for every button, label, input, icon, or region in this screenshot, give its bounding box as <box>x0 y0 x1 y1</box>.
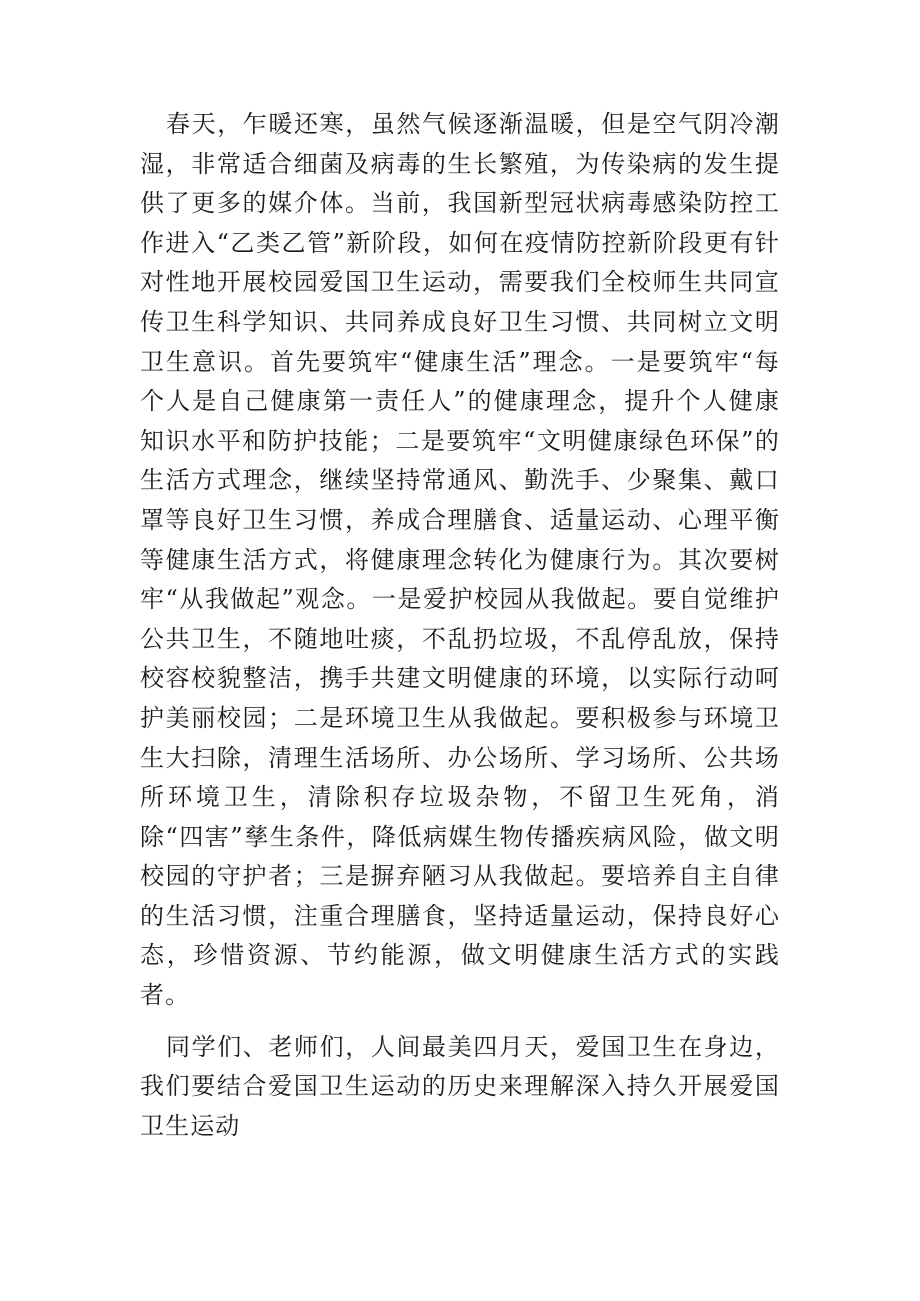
paragraph-2: 同学们、老师们，人间最美四月天，爱国卫生在身边，我们要结合爱国卫生运动的历史来理解深入持久开展爱国卫生运动 <box>140 1032 780 1140</box>
document-body <box>140 105 780 1146</box>
paragraph-1: 春天，乍暖还寒，虽然气候逐渐温暖，但是空气阴冷潮湿，非常适合细菌及病毒的生长繁殖，为传染病的发生提供了更多的媒介体。当前，我国新型冠状病毒感染防控工作进入“乙类乙管”新阶段，如何在疫情防控新阶段更有针对性地开展校园爱国卫生运动，需要我们全校师生共同宣传卫生科学知识、共同养成良好卫生习惯、共同树立文明卫生意识。首先要筑牢“健康生活”理念。一是要筑牢“每个人是自己健康第一责任人”的健康理念，提升个人健康知识水平和防护技能；二是要筑牢“文明健康绿色环保”的生活方式理念，继续坚持常通风、勤洗手、少聚集、戴口罩等良好卫生习惯，养成合理膳食、适量运动、心理平衡等健康生活方式，将健康理念转化为健康行为。其次要树牢“从我做起”观念。一是爱护校园从我做起。要自觉维护公共卫生，不随地吐痰，不乱扔垃圾，不乱停乱放，保持校容校貌整洁，携手共建文明健康的环境，以实际行动呵护美丽校园；二是环境卫生从我做起。要积极参与环境卫生大扫除，清理生活场所、办公场所、学习场所、公共场所环境卫生，清除积存垃圾杂物，不留卫生死角，消除“四害”孳生条件，降低病媒生物传播疾病风险，做文明校园的守护者；三是摒弃陋习从我做起。要培养自主自律的生活习惯，注重合理膳食，坚持适量运动，保持良好心态，珍惜资源、节约能源，做文明健康生活方式的实践者。 <box>140 110 780 1010</box>
